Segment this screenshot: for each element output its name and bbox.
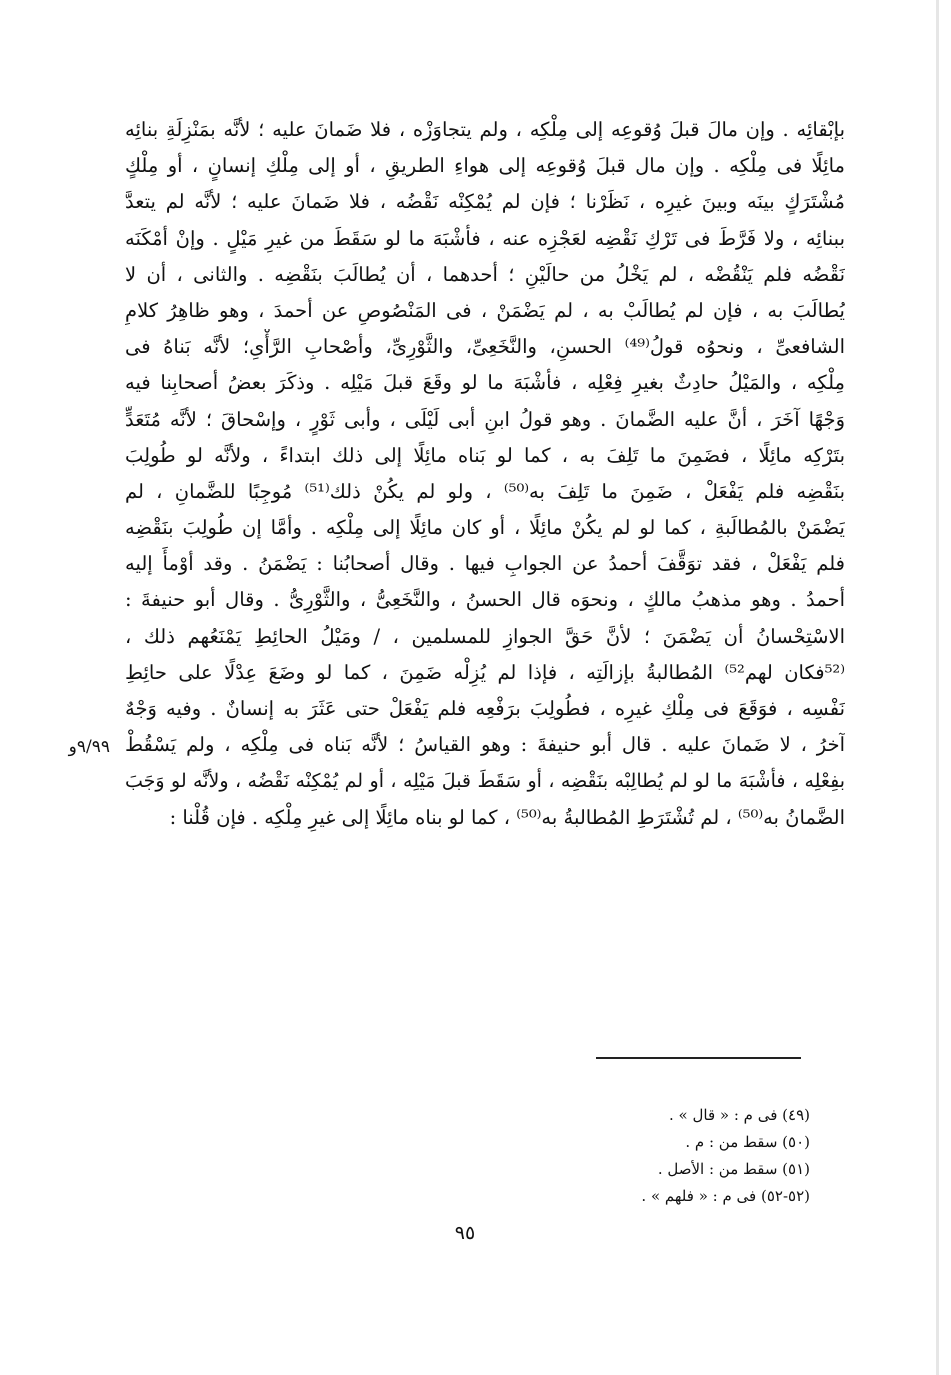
text-line: ⁽⁵²فكان لهم⁵²⁾ المُطالبةُ بإزالَتِه ، فإذا لم يُزِلْه ضَمِنَ ، كما لو وضَعَ عِدْلًا على حائِطِ [125,660,845,684]
text-line: الشافعىِّ ، ونحوُه قولُ⁽⁴⁹⁾ الحسنِ، والنَّخَعِىِّ، والثَّوْرِىِّ، وأصْحابِ الرَّأْىِ؛ لأنَّه بَناهُ فى [125,335,845,359]
text-line: بفِعْلِه ، فأشْبَهَ ما لو لم يُطالِبْه بنَقْضِه ، أو سَقَطَ قبلَ مَيْلِه ، أو لم يُمْكِنْه نَقْضُه ، ولأنَّه لو وَجَبَ [125,770,845,793]
manuscript-folio-note: ٩/٩٩و [68,737,110,757]
text-line: وَجْهًا آخَرَ ، أنَّ عليه الضَّمانَ . وهو قولُ ابنِ أبى لَيْلَى ، وأبى ثَوْرٍ ، وإسْحاقَ ؛ لأنَّه مُتَعَدٍّ [125,407,845,431]
text-line: بإبْقائِه . وإن مالَ قبلَ وُقوعِه إلى مِلْكِه ، ولم يتجاوَزْه ، فلا ضَمانَ عليه ؛ لأنَّه بمَنْزِلَةِ بنائِه [125,118,845,141]
footnotes [520,1102,810,1210]
text-line: بنَقْضِه فلم يَفْعَلْ ، ضَمِنَ ما تَلِفَ به⁽⁵⁰⁾ ، ولو لم يكُنْ ذلك⁽⁵¹⁾ مُوجِبًا للضَّمانِ ، لم [125,479,845,503]
page-edge-shadow [936,0,939,1375]
text-line: فلم يَفْعَلْ ، فقد توَقَّفَ أحمدُ عن الجوابِ فيها . وقال أصحابُنا : يَضْمَنُ . وقد أوْمأَ إليه [125,552,845,576]
text-line: الضَّمانُ به⁽⁵⁰⁾ ، لم تُشْتَرَطِ المُطالبةُ به⁽⁵⁰⁾ ، كما لو بناه مائِلًا إلى غيرِ مِلْكِه . فإن قُلْنا : [169,805,845,829]
page-number: ٩٥ [454,1222,476,1244]
text-line: بتَرْكِه مائِلًا ، فضَمِنَ ما تَلِفَ به ، كما لو بَناه مائِلًا إلى ذلك ابتداءً ، ولأنَّه لو طُولِبَ [125,443,845,467]
footnote: (٥١) سقط من : الأصل . [657,1160,810,1178]
text-line: يَضْمَنْ بالمُطالَبةِ ، كما لو لم يكُنْ مائِلًا ، أو كان مائِلًا إلى مِلْكِه . وأمَّا إن طُولِبَ بنَقْضِه [125,516,845,540]
text-line: الاسْتِحْسانُ أن يَضْمَنَ ؛ لأنَّ حَقَّ الجوازِ للمسلمين ، / ومَيْلُ الحائِطِ يَمْنَعُهم ذلك ، [125,624,845,648]
footnote: (٥٠) سقط من : م . [685,1133,810,1151]
text-line: ببنائِه ، ولا فَرَّطَ فى تَرْكِ نَقْضِه لعَجْزِه عنه ، فأشْبَهَ ما لو سَقَطَ من غيرِ مَيْلٍ . وإنْ أمْكَنَه [125,226,845,250]
text-line: يُطالَبَ به ، فإن لم يُطالَبْ به ، لم يَضْمَنْ ، فى المَنْصُوصِ عن أحمدَ ، وهو ظاهِرُ كلامِ [125,298,845,322]
text-line: مِلْكِه ، والمَيْلُ حادِثٌ بغيرِ فِعْلِه ، فأشْبَهَ ما لو وقَعَ قبلَ مَيْلِه . وذكَرَ بعضُ أصحابِنا فيه [125,371,845,395]
text-line: نَقْضُه فلم يَنْقُضْه ، لم يَخْلُ من حالَيْنِ ؛ أحدهما ، أن يُطالَبَ بنَقْضِه . والثانى ، أن لا [125,262,845,286]
text-line: آخرُ ، لا ضَمانَ عليه . قال أبو حنيفةَ : وهو القياسُ ؛ لأنَّه بَناه فى مِلْكِه ، ولم يَسْقُطْ [125,733,845,757]
text-line: أحمدُ . وهو مذهبُ مالكٍ ، ونحوَه قال الحسنُ ، والنَّخَعِىُّ ، والثَّوْرِىُّ . وقال أبو حنيفةَ : [125,588,845,612]
footnote-separator [596,1057,801,1059]
footnote: (٥٢-٥٢) فى م : « فلهم » . [641,1187,810,1205]
text-line: مائِلًا فى مِلْكِه . وإن مال قبلَ وُقوعِه إلى هواءِ الطريقِ ، أو إلى مِلْكِ إنسانٍ ، أو مِلْكٍ [125,154,845,178]
text-line: نَفْسِه ، فوَقَعَ فى مِلْكِ غيرِه ، فطُولِبَ برَفْعِه فلم يَفْعَلْ حتى عَثَرَ به إنسانٌ . وفيه وَجْهٌ [125,697,845,720]
main-text-block [125,112,845,836]
text-line: مُشْتَرَكٍ بينَه وبينَ غيرِه ، نَظَرْنا ؛ فإن لم يُمْكِنْه نَقْضُه ، فلا ضَمانَ عليه ؛ لأنَّه لم يتعدَّ [125,190,845,214]
footnote: (٤٩) فى م : « قال » . [669,1106,810,1124]
